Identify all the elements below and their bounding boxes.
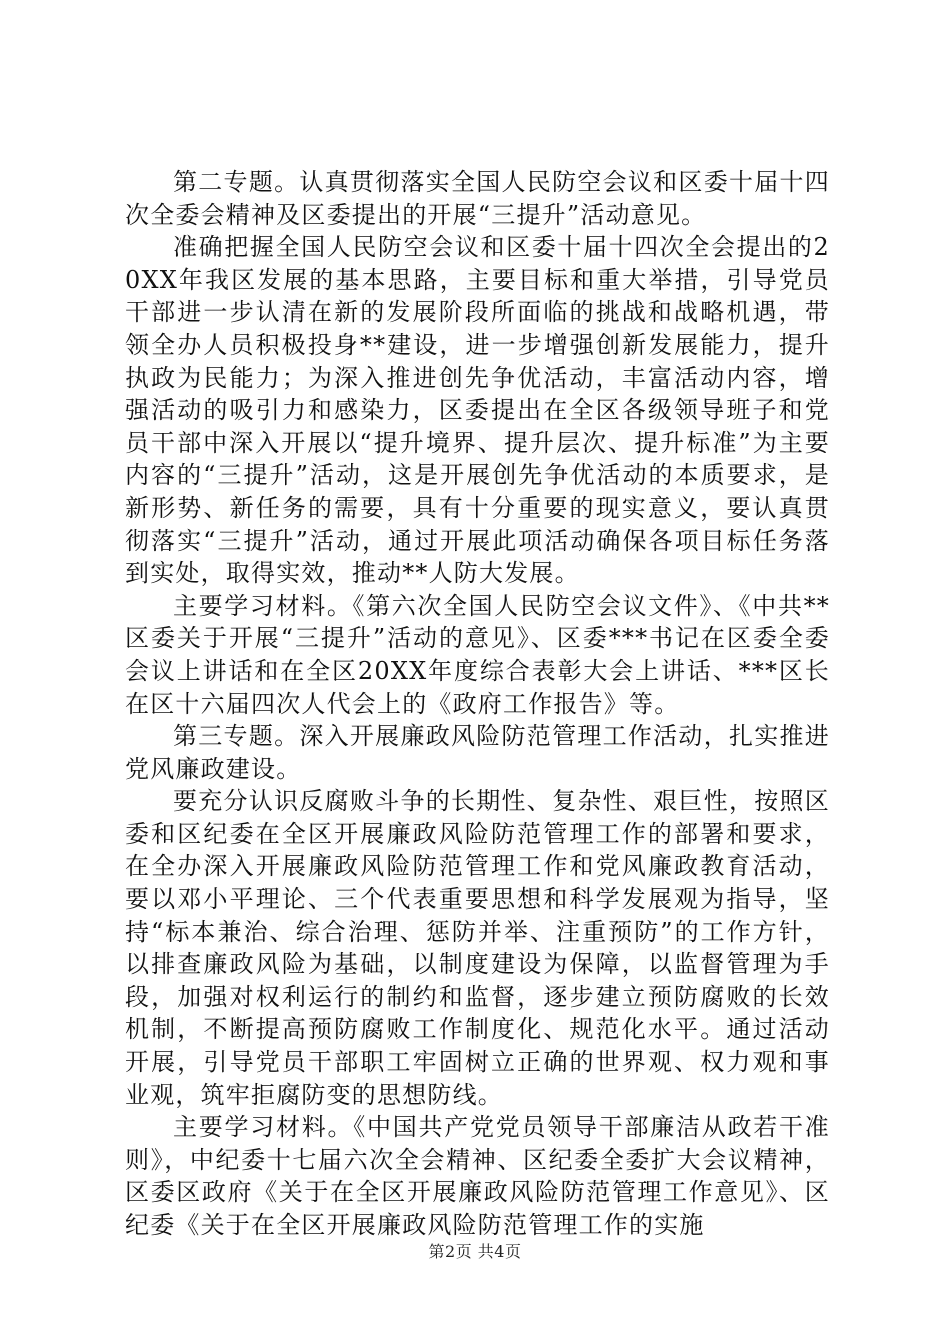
paragraph-topic-two-materials: 主要学习材料。《第六次全国人民防空会议文件》、《中共**区委关于开展“三提升”活动的意见》、区委***书记在区委全委会议上讲话和在全区20XX年度综合表彰大会上讲话、***区长在区十六届四次人代会上的《政府工作报告》等。 — [125, 591, 830, 718]
page-number-footer: 第2页 共4页 — [428, 1242, 522, 1261]
paragraph-topic-two-heading: 第二专题。认真贯彻落实全国人民防空会议和区委十届十四次全委会精神及区委提出的开展“三提升”活动意见。 — [125, 168, 830, 229]
paragraph-topic-three-body: 要充分认识反腐败斗争的长期性、复杂性、艰巨性，按照区委和区纪委在全区开展廉政风险防范管理工作的部署和要求，在全办深入开展廉政风险防范管理工作和党风廉政教育活动，要以邓小平理论、三个代表重要思想和科学发展观为指导，坚持“标本兼治、综合治理、惩防并举、注重预防”的工作方针，以排查廉政风险为基础，以制度建设为保障，以监督管理为手段，加强对权利运行的制约和监督，逐步建立预防腐败的长效机制，不断提高预防腐败工作制度化、规范化水平。通过活动开展，引导党员干部职工牢固树立正确的世界观、权力观和事业观，筑牢拒腐防变的思想防线。 — [125, 787, 830, 1109]
paragraph-topic-three-materials: 主要学习材料。《中国共产党党员领导干部廉洁从政若干准则》，中纪委十七届六次全会精神、区纪委全委扩大会议精神，区委区政府《关于在全区开展廉政风险防范管理工作意见》、区纪委《关于在全区开展廉政风险防范管理工作的实施 — [125, 1113, 830, 1239]
paragraph-topic-three-heading: 第三专题。深入开展廉政风险防范管理工作活动，扎实推进党风廉政建设。 — [125, 722, 830, 783]
paragraph-topic-two-body: 准确把握全国人民防空会议和区委十届十四次全会提出的20XX年我区发展的基本思路，主要目标和重大举措，引导党员干部进一步认清在新的发展阶段所面临的挑战和战略机遇，带领全办人员积极投身**建设，进一步增强创新发展能力，提升执政为民能力；为深入推进创先争优活动，丰富活动内容，增强活动的吸引力和感染力，区委提出在全区各级领导班子和党员干部中深入开展以“提升境界、提升层次、提升标准”为主要内容的“三提升”活动，这是开展创先争优活动的本质要求，是新形势、新任务的需要，具有十分重要的现实意义，要认真贯彻落实“三提升”活动，通过开展此项活动确保各项目标任务落到实处，取得实效，推动**人防大发展。 — [125, 233, 830, 588]
document-body — [125, 166, 830, 1242]
